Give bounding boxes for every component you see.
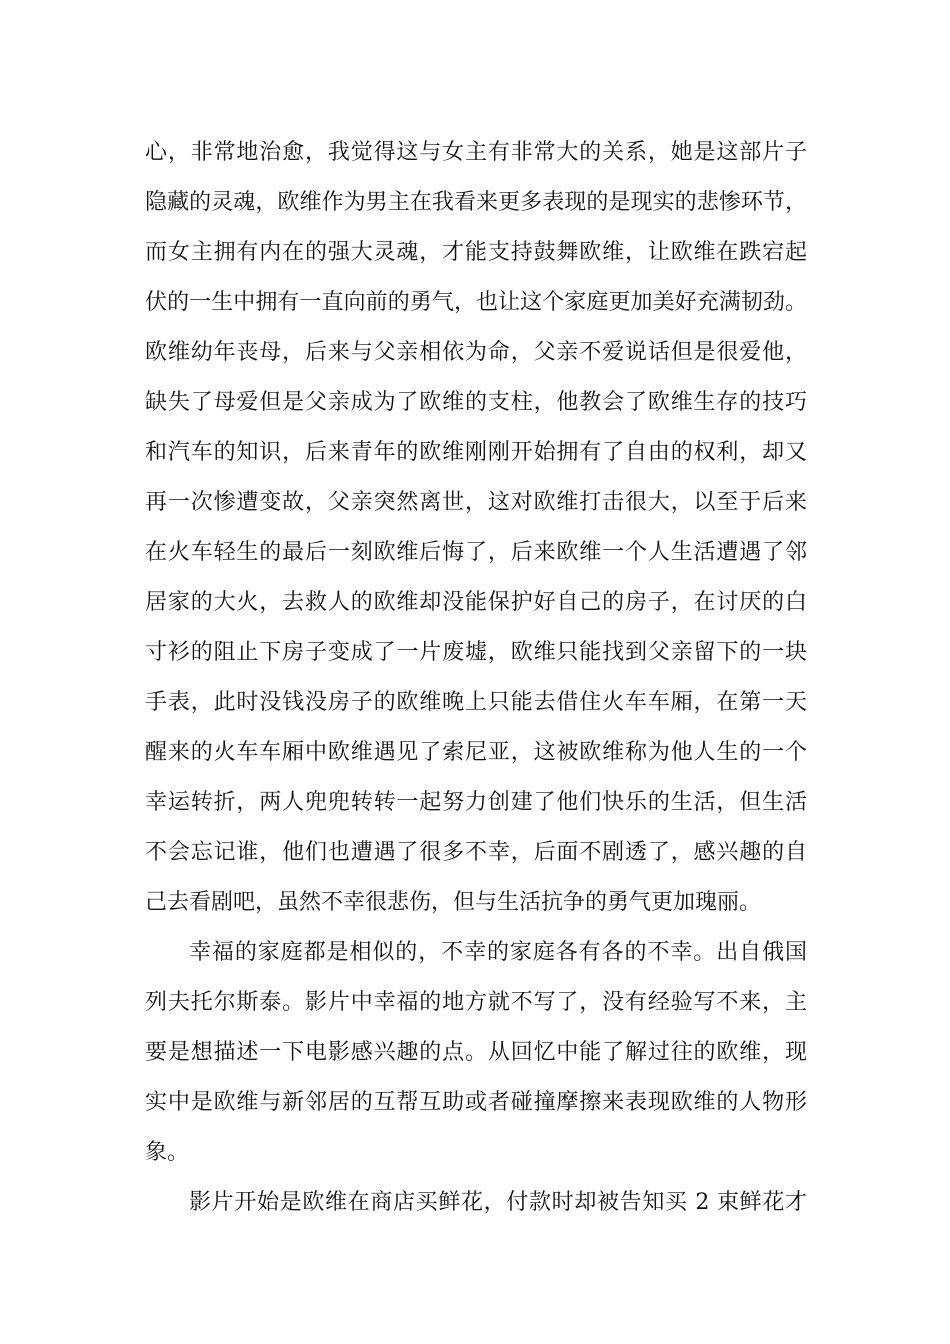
paragraph-3	[145, 1178, 807, 1228]
text-line: 手表，此时没钱没房子的欧维晚上只能去借住火车车厢，在第一天	[145, 690, 807, 715]
text-line: 己去看剧吧，虽然不幸很悲伤，但与生活抗争的勇气更加瑰丽。	[145, 890, 762, 915]
text-line: 实中是欧维与新邻居的互帮互助或者碰撞摩擦来表现欧维的人物形	[145, 1090, 807, 1115]
text-line: 隐藏的灵魂，欧维作为男主在我看来更多表现的是现实的悲惨环节，	[145, 190, 807, 215]
text-line: 寸衫的阻止下房子变成了一片废墟，欧维只能找到父亲留下的一块	[145, 640, 807, 665]
text-line: 缺失了母爱但是父亲成为了欧维的支柱，他教会了欧维生存的技巧	[145, 390, 807, 415]
text-line: 要是想描述一下电影感兴趣的点。从回忆中能了解过往的欧维，现	[145, 1040, 807, 1065]
text-line: 在火车轻生的最后一刻欧维后悔了，后来欧维一个人生活遭遇了邻	[145, 540, 807, 565]
text-line: 影片开始是欧维在商店买鲜花，付款时却被告知买 2 束鲜花才	[189, 1190, 807, 1215]
text-line: 不会忘记谁，他们也遭遇了很多不幸，后面不剧透了，感兴趣的自	[145, 840, 807, 865]
text-line: 幸运转折，两人兜兜转转一起努力创建了他们快乐的生活，但生活	[145, 790, 807, 815]
document-body	[145, 128, 807, 1228]
text-line: 欧维幼年丧母，后来与父亲相依为命，父亲不爱说话但是很爱他，	[145, 340, 807, 365]
paragraph-1	[145, 128, 807, 928]
text-line: 幸福的家庭都是相似的，不幸的家庭各有各的不幸。出自俄国	[189, 940, 807, 965]
text-line: 居家的大火，去救人的欧维却没能保护好自己的房子，在讨厌的白	[145, 590, 807, 615]
paragraph-2	[145, 928, 807, 1178]
text-line: 再一次惨遭变故，父亲突然离世，这对欧维打击很大，以至于后来	[145, 490, 807, 515]
text-line: 心，非常地治愈，我觉得这与女主有非常大的关系，她是这部片子	[145, 140, 807, 165]
text-line: 伏的一生中拥有一直向前的勇气，也让这个家庭更加美好充满韧劲。	[145, 290, 807, 315]
text-line: 列夫托尔斯泰。影片中幸福的地方就不写了，没有经验写不来，主	[145, 990, 807, 1015]
text-line: 而女主拥有内在的强大灵魂，才能支持鼓舞欧维，让欧维在跌宕起	[145, 240, 807, 265]
text-line: 醒来的火车车厢中欧维遇见了索尼亚，这被欧维称为他人生的一个	[145, 740, 807, 765]
text-line: 象。	[145, 1140, 190, 1165]
text-line: 和汽车的知识，后来青年的欧维刚刚开始拥有了自由的权利，却又	[145, 440, 807, 465]
